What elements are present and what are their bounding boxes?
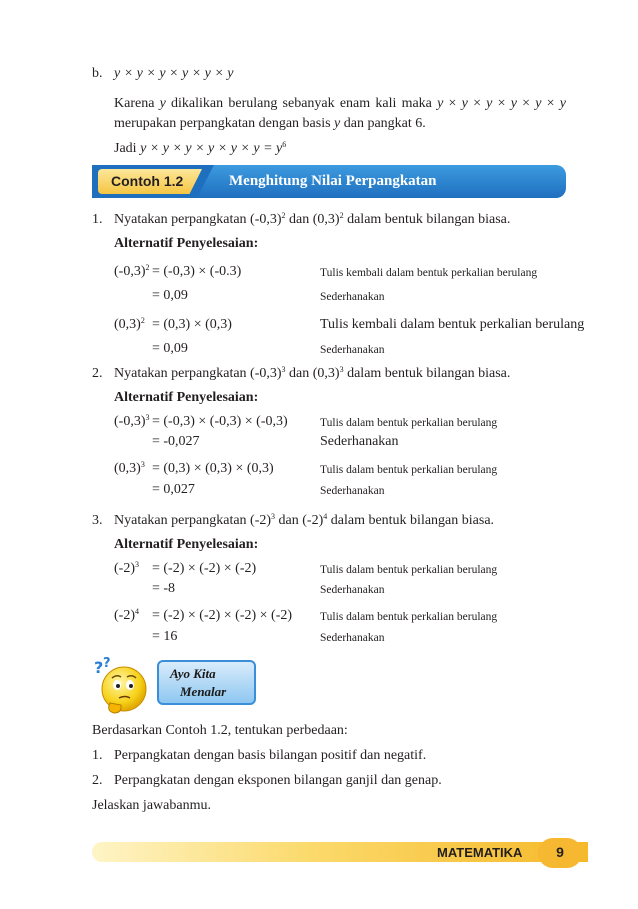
problem-question: Nyatakan perpangkatan $(-0,3)^3$ dan $(0,3)^3$ dalam bentuk bilangan biasa.: [114, 365, 511, 381]
solution-heading: Alternatif Penyelesaian:: [114, 537, 259, 552]
solution-lhs: $(-2)^3$: [114, 560, 139, 576]
solution-rhs: = (0,3) × (0,3): [152, 317, 232, 332]
explanation-word: y: [559, 96, 566, 111]
explanation-line-1: [114, 96, 566, 112]
thinking-face-icon: [88, 655, 154, 717]
solution-rhs: = 0,09: [152, 341, 188, 356]
explanation-word: berulang: [228, 96, 278, 111]
explanation-word: ×: [522, 96, 531, 111]
explanation-word: y: [486, 96, 493, 111]
explanation-word: y: [437, 96, 444, 111]
problem-question: Nyatakan perpangkatan $(-2)^3$ dan $(-2)^4$ dalam bentuk bilangan biasa.: [114, 512, 495, 528]
problem-number: 2.: [92, 366, 103, 381]
closing-final: Jelaskan jawabanmu.: [92, 798, 211, 813]
explanation-word: maka: [401, 96, 432, 111]
problem-question: Nyatakan perpangkatan $(-0,3)^2$ dan $(0,3)^2$ dalam bentuk bilangan biasa.: [114, 211, 511, 227]
solution-note: Tulis dalam bentuk perkalian berulang: [320, 417, 498, 429]
solution-note: Sederhanakan: [320, 584, 385, 596]
solution-lhs: $(0,3)^2$: [114, 316, 145, 332]
solution-rhs: = (-2) × (-2) × (-2) × (-2): [152, 608, 293, 623]
product-expression: y × y × y × y × y × y: [114, 66, 234, 81]
footer-subject: MATEMATIKA: [437, 845, 523, 860]
solution-note: Tulis dalam bentuk perkalian berulang: [320, 611, 498, 623]
closing-item-1-text: Perpangkatan dengan basis bilangan positif dan negatif.: [114, 748, 427, 763]
reasoning-box-line2: Menalar: [180, 684, 227, 699]
solution-heading: Alternatif Penyelesaian:: [114, 236, 259, 251]
problem-number: 3.: [92, 513, 103, 528]
item-label-b: b.: [92, 66, 103, 81]
reasoning-box-line1: Ayo Kita: [170, 666, 216, 681]
solution-note: Tulis dalam bentuk perkalian berulang: [320, 464, 498, 476]
closing-item-2-number: 2.: [92, 773, 103, 788]
explanation-word: y: [535, 96, 542, 111]
explanation-word: ×: [546, 96, 555, 111]
solution-heading: Alternatif Penyelesaian:: [114, 390, 259, 405]
solution-note: Tulis dalam bentuk perkalian berulang: [320, 564, 498, 576]
solution-rhs: = 0,09: [152, 288, 188, 303]
explanation-word: ×: [497, 96, 506, 111]
problem-number: 1.: [92, 212, 103, 227]
explanation-word: kali: [375, 96, 397, 111]
solution-rhs: = -8: [152, 581, 176, 596]
page-number: 9: [556, 844, 564, 860]
explanation-line-2: merupakan perpangkatan dengan basis y dan pangkat 6.: [114, 116, 426, 131]
solution-rhs: = (-2) × (-2) × (-2): [152, 561, 257, 576]
solution-note: Sederhanakan: [320, 485, 385, 497]
explanation-word: sebanyak: [282, 96, 335, 111]
closing-item-2-text: Perpangkatan dengan eksponen bilangan ganjil dan genap.: [114, 773, 442, 788]
solution-rhs: = (0,3) × (0,3) × (0,3): [152, 461, 274, 476]
explanation-word: dikalikan: [171, 96, 224, 111]
closing-intro: Berdasarkan Contoh 1.2, tentukan perbedaan:: [92, 723, 348, 738]
conclusion-line: Jadi $y \times y \times y \times y \times y \times y = y^6$: [114, 140, 287, 156]
svg-text:?: ?: [103, 656, 111, 671]
solution-rhs: = (-0,3) × (-0,3) × (-0,3): [152, 414, 288, 429]
explanation-word: y: [510, 96, 517, 111]
solution-lhs: $(-0,3)^3$: [114, 413, 150, 429]
solution-rhs: = (-0,3) × (-0.3): [152, 264, 242, 279]
solution-lhs: $(-2)^4$: [114, 607, 139, 623]
example-tab-label: Contoh 1.2: [111, 173, 184, 189]
solution-rhs: = 16: [152, 629, 178, 644]
solution-rhs: = 0,027: [152, 482, 195, 497]
explanation-word: enam: [339, 96, 371, 111]
solution-note: Sederhanakan: [320, 344, 385, 356]
closing-item-1-number: 1.: [92, 748, 103, 763]
explanation-word: ×: [448, 96, 457, 111]
solution-note: Sederhanakan: [320, 291, 385, 303]
explanation-word: Karena: [114, 96, 155, 111]
example-title: Menghitung Nilai Perpangkatan: [229, 173, 437, 189]
solution-note: Tulis kembali dalam bentuk perkalian berulang: [320, 317, 585, 332]
solution-lhs: $(0,3)^3$: [114, 460, 145, 476]
solution-lhs: $(-0,3)^2$: [114, 263, 150, 279]
solution-note: Tulis kembali dalam bentuk perkalian berulang: [320, 267, 538, 279]
solution-note: Sederhanakan: [320, 434, 399, 449]
svg-text:?: ?: [94, 658, 104, 677]
explanation-word: ×: [473, 96, 481, 111]
solution-rhs: = -0,027: [152, 434, 200, 449]
explanation-word: y: [461, 96, 468, 111]
explanation-word: y: [159, 96, 166, 111]
solution-note: Sederhanakan: [320, 632, 385, 644]
